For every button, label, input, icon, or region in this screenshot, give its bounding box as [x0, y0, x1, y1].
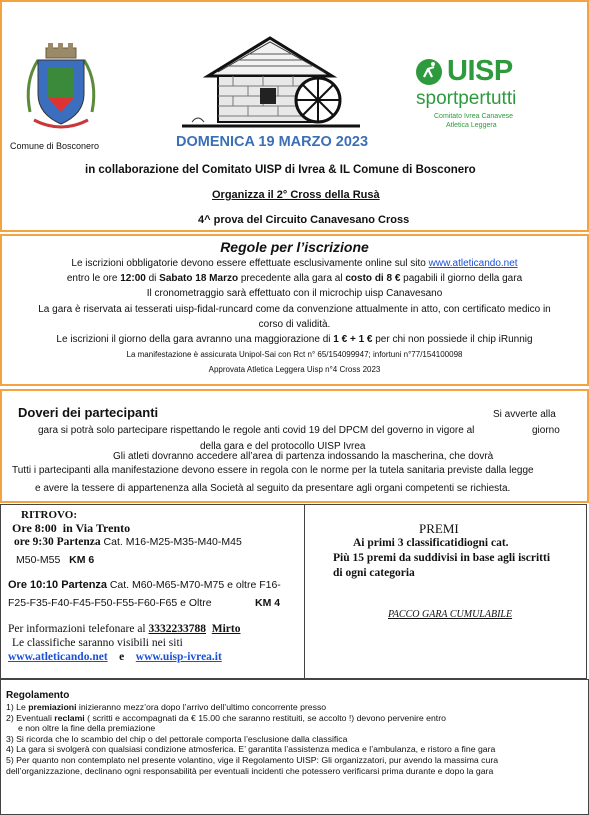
uisp-brand: UISP — [447, 55, 513, 87]
phone-number[interactable]: 3332233788 — [148, 623, 206, 635]
ritrovo-time1-row: Ore 8:00 in Via Trento — [12, 521, 131, 535]
ritrovo-time2-row: ore 9:30 Partenza Cat. M16-M25-M35-M40-M45 — [14, 536, 242, 548]
ritrovo-km2: KM 4 — [255, 597, 281, 609]
regolamento-r1: 1) Le premiazioni inizieranno mezz’ora dopo l’arrivo dell’ultimo concorrente presso — [6, 702, 327, 712]
event-date-title: DOMENICA 19 MARZO 2023 — [176, 134, 369, 150]
municipality-crest-icon — [20, 42, 102, 134]
regolamento-title: Regolamento — [6, 690, 70, 701]
regole-line8: Approvata Atletica Leggera Uisp n°4 Cross 2023 — [208, 365, 381, 375]
site2-link[interactable]: www.uisp-ivrea.it — [135, 651, 222, 663]
uisp-sub2: Atletica Leggera — [446, 122, 497, 129]
premi-title: PREMI — [419, 521, 459, 536]
regole-line6: Le iscrizioni il giorno della gara avranno una maggiorazione di 1 € + 1 € per chi non possiede il chip iRunnig — [56, 334, 533, 346]
regolamento-r3: 3) Si ricorda che lo scambio del chip o del pettorale comporta l’esclusione dalla classifica — [6, 733, 348, 744]
regole-section — [0, 238, 589, 378]
ritrovo-classifiche: Le classifiche saranno visibili nei siti — [12, 637, 183, 649]
doveri-line2: della gara e del protocollo UISP Ivrea — [200, 441, 366, 452]
doveri-line3: Gli atleti dovranno accedere all’area di partenza indossando la mascherina, che dovrà — [113, 451, 494, 462]
premi-pacco: PACCO GARA CUMULABILE — [388, 609, 513, 620]
regole-line4: La gara è riservata ai tesserati uisp-fidal-runcard come da convenzione attualmente in atto, con certificato medico in — [38, 303, 551, 315]
uisp-tagline: sportpertutti — [416, 88, 517, 109]
premi-line2: Più 15 premi da suddivisi in base agli iscritti — [333, 552, 551, 564]
regole-line2: entro le ore 12:00 di Sabato 18 Marzo precedente alla gara al costo di 8 € pagabili il giorno della gara — [66, 273, 523, 285]
ritrovo-cats1b-row: M50-M55 KM 6 — [16, 554, 95, 566]
regolamento-r4: 4) La gara si svolgerà con qualsiasi condizione atmosferica. E’ garantita l’assistenza medica e l’ambulanza, e ristoro a fine gara — [6, 744, 496, 755]
circuit-line: 4^ prova del Circuito Canavesano Cross — [198, 214, 410, 226]
ritrovo-info-row: Per informazioni telefonare al 3332233788 Mirto — [8, 623, 241, 635]
uisp-runner-icon — [414, 57, 444, 87]
regole-title: Regole per l’iscrizione — [220, 239, 369, 255]
uisp-sub1: Comitato Ivrea Canavese — [434, 113, 513, 120]
doveri-line4: Tutti i partecipanti alla manifestazione devono essere in regola con le norme per la tutela sanitaria previste dalla legge — [12, 465, 534, 476]
doveri-line5: e avere la tessere di appartenenza alla Società al seguito da presentare agli organi competenti se richiesta. — [35, 483, 511, 494]
organizes-line: Organizza il 2° Cross della Rusà — [212, 189, 380, 201]
water-mill-logo — [178, 30, 364, 132]
doveri-line1-end: giorno — [532, 425, 560, 436]
regolamento-r5b: dell’organizzazione, declinano ogni responsabilità per eventuali incidenti che potessero verificarsi prima durante e dopo la gara — [6, 765, 494, 776]
ritrovo-sites-row: www.atleticando.net e www.uisp-ivrea.it — [8, 651, 222, 663]
regolamento-r2: 2) Eventuali reclami ( scritti e accompagnati da € 15.00 che saranno restituiti, se accolto !) devono pervenire entro — [6, 712, 446, 723]
ritrovo-cats2b-row: F25-F35-F40-F45-F50-F55-F60-F65 e Oltre — [8, 597, 212, 609]
premi-line3: di ogni categoria — [333, 567, 415, 579]
uisp-logo — [412, 55, 532, 135]
doveri-title: Doveri dei partecipanti — [18, 405, 159, 420]
regolamento-r2b: e non oltre la fine della premiazione — [18, 723, 156, 734]
ritrovo-time3-row: Ore 10:10 Partenza Cat. M60-M65-M70-M75 e oltre F16- — [8, 579, 281, 591]
regole-line3: Il cronometraggio sarà effettuato con il microchip uisp Canavesano — [146, 288, 443, 300]
premi-line1: Ai primi 3 classificatidiogni cat. — [353, 537, 509, 549]
municipality-caption: Comune di Bosconero — [10, 141, 100, 151]
ritrovo-title: RITROVO: — [21, 509, 78, 521]
doveri-aside: Si avverte alla — [493, 409, 556, 420]
regole-line1: Le iscrizioni obbligatorie devono essere effettuate esclusivamente online sul sito www.atleticando.net — [71, 258, 518, 269]
doveri-line1: gara si potrà solo partecipare rispettando le regole anti covid 19 del DPCM del governo in vigore al — [38, 425, 475, 436]
regole-line5: corso di validità. — [258, 318, 331, 330]
regolamento-r5: 5) Per quanto non contemplato nel presente volantino, vige il Regolamento UISP: Gli organizzatori, pur avendo la massima cura — [6, 754, 499, 765]
regole-line7: La manifestazione è assicurata Unipol-Sai con Rct n° 65/154099947; infortuni n°77/154100098 — [126, 350, 463, 360]
collaboration-line: in collaborazione del Comitato UISP di Ivrea & IL Comune di Bosconero — [85, 164, 476, 176]
site1-link[interactable]: www.atleticando.net — [8, 651, 108, 663]
atleticando-link[interactable]: www.atleticando.net — [428, 258, 518, 269]
regolamento-section — [6, 690, 586, 776]
